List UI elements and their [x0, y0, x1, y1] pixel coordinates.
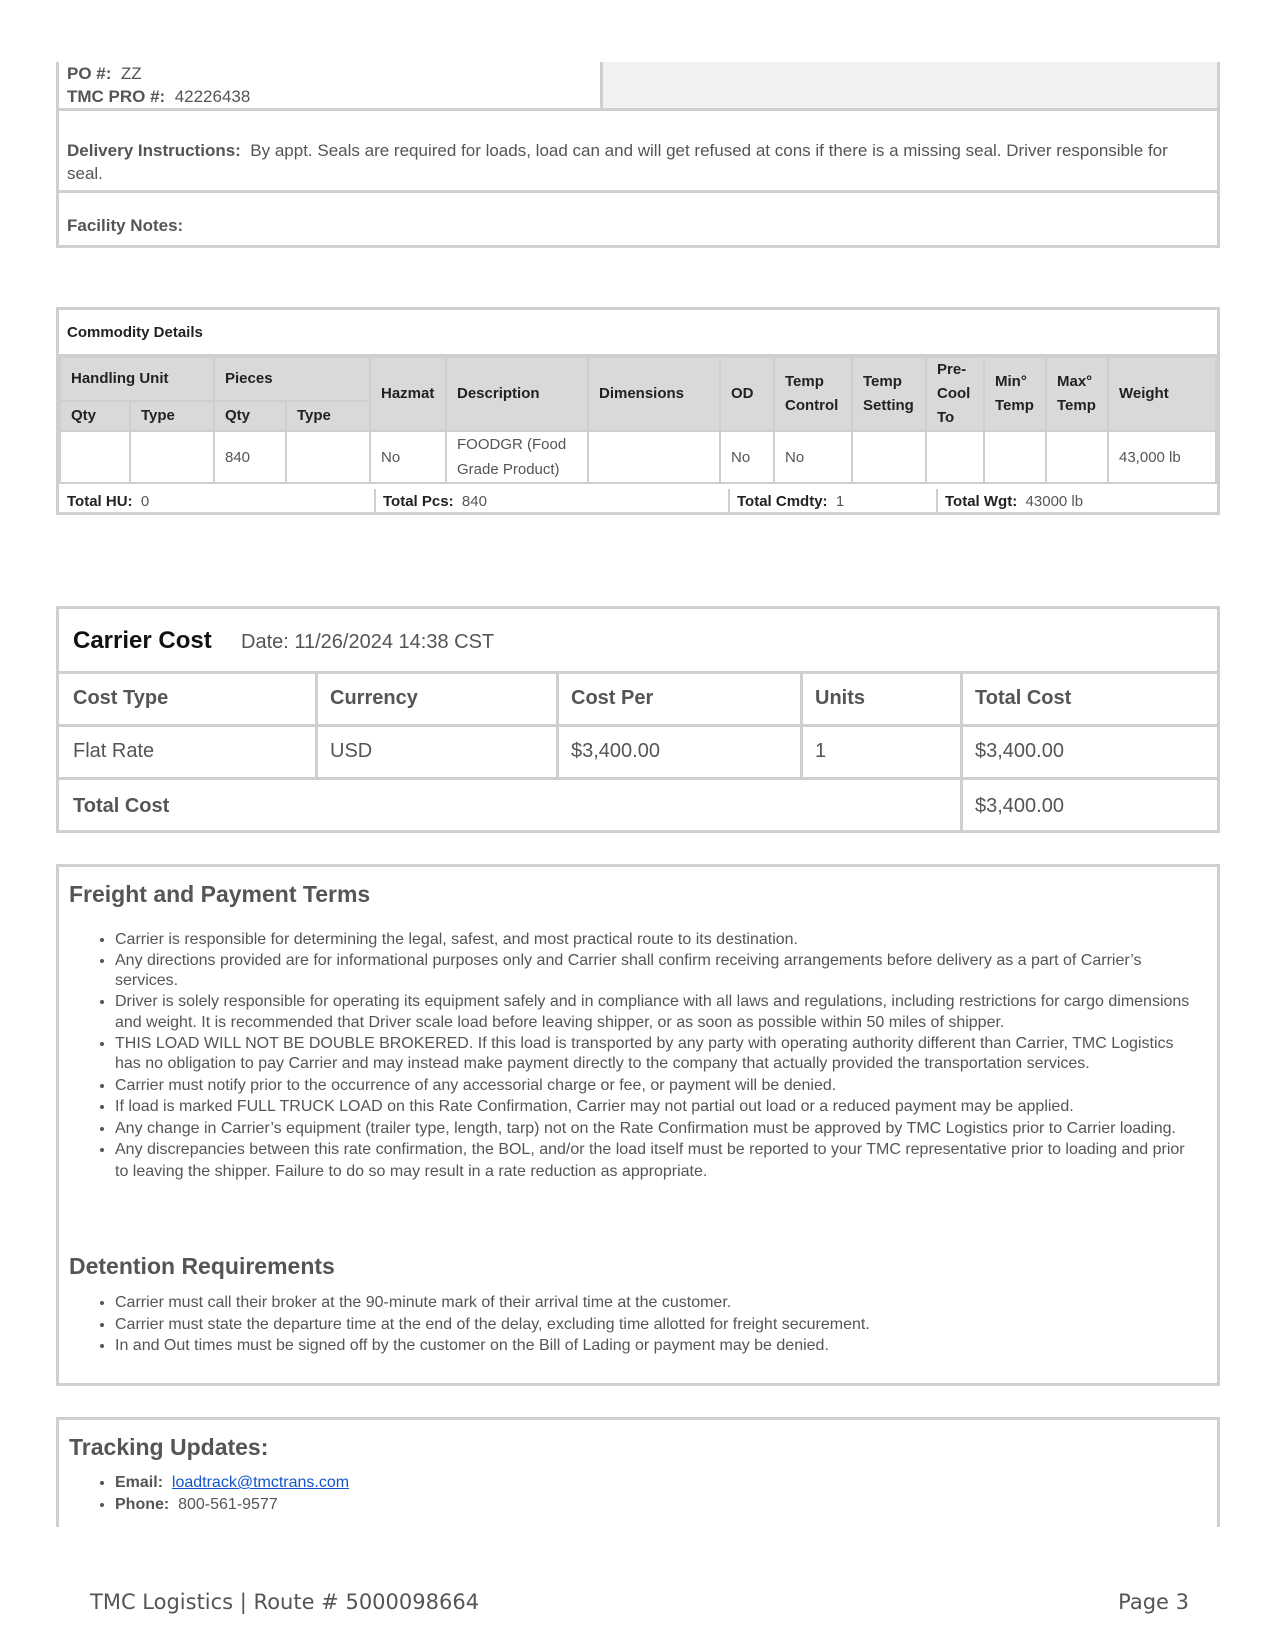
cell-currency: USD: [330, 740, 373, 762]
header-min-temp: Min° Temp: [984, 357, 1046, 431]
header-cost-per: Cost Per: [571, 687, 654, 709]
list-item: • Any discrepancies between this rate confirmation, the BOL, and/or the load itself must be reported to your TMC representative prior to loading and prior to leaving the shipper. Failure to do so may result in a rate reduction as appropriate.: [115, 1139, 1197, 1182]
header-hu-qty: Qty: [60, 401, 130, 431]
cell-hazmat: No: [370, 431, 446, 483]
divider: [374, 489, 376, 515]
tracking-updates: [56, 1417, 1220, 1527]
detention-title: Detention Requirements: [69, 1253, 335, 1279]
divider: [800, 671, 803, 777]
cell-max-temp: [1046, 431, 1108, 483]
header-dimensions: Dimensions: [588, 357, 720, 431]
cell-dimensions: [588, 431, 720, 483]
divider: [59, 108, 1217, 111]
divider: [315, 671, 318, 777]
header-pre-cool: Pre-Cool To: [926, 357, 984, 431]
po-number: PO #: ZZ: [67, 64, 142, 83]
total-cost-label: Total Cost: [73, 795, 170, 817]
terms-list: [69, 929, 1197, 1182]
total-pcs: Total Pcs: 840: [383, 493, 487, 510]
carrier-cost-date: Date: 11/26/2024 14:38 CST: [241, 631, 495, 653]
facility-notes-label: Facility Notes:: [67, 216, 184, 235]
cell-temp-control: No: [774, 431, 852, 483]
list-item: • Any directions provided are for informational purposes only and Carrier shall confirm receiving arrangements before delivery as a part of Carrier’s services.: [115, 951, 1197, 991]
terms-title: Freight and Payment Terms: [69, 881, 371, 907]
cell-pcs-type: [286, 431, 370, 483]
header-handling-unit: Handling Unit: [60, 357, 214, 401]
total-cost-value: $3,400.00: [975, 795, 1064, 817]
delivery-instructions: Delivery Instructions: By appt. Seals are required for loads, load can and will get refused at cons if there is a missing seal. Driver responsible for seal.: [67, 141, 1168, 183]
cell-units: 1: [815, 740, 827, 762]
list-item: • THIS LOAD WILL NOT BE DOUBLE BROKERED. If this load is transported by any party with operating authority different than Carrier, TMC Logistics has no obligation to pay Carrier and may instead make payment directly to the company that actually provided the transportation services.: [115, 1034, 1197, 1075]
carrier-cost-title: Carrier Cost: [73, 627, 212, 654]
commodity-title: Commodity Details: [67, 324, 203, 341]
cell-od: No: [720, 431, 774, 483]
cell-hu-type: [130, 431, 214, 483]
header-pcs-qty: Qty: [214, 401, 286, 431]
tmc-pro-number: TMC PRO #: 42226438: [67, 87, 251, 106]
phone-item: • Phone: 800-561-9577: [115, 1494, 1197, 1516]
phone-number: 800-561-9577: [178, 1495, 278, 1513]
freight-payment-terms: [56, 864, 1220, 1386]
divider: [728, 489, 730, 515]
header-od: OD: [720, 357, 774, 431]
total-wgt: Total Wgt: 43000 lb: [945, 493, 1084, 510]
cell-cost-per: $3,400.00: [571, 740, 660, 762]
header-description: Description: [446, 357, 588, 431]
header-temp-control: Temp Control: [774, 357, 852, 431]
header-max-temp: Max° Temp: [1046, 357, 1108, 431]
cell-temp-setting: [852, 431, 926, 483]
divider: [960, 671, 963, 833]
cell-weight: 43,000 lb: [1108, 431, 1216, 483]
commodity-details: [56, 307, 1220, 515]
cell-description: FOODGR (Food Grade Product): [446, 431, 588, 483]
table-row: [60, 431, 1216, 483]
total-hu: Total HU: 0: [67, 493, 150, 510]
list-item: • In and Out times must be signed off by the customer on the Bill of Lading or payment may be denied.: [115, 1335, 1197, 1357]
detention-list: [69, 1292, 1197, 1357]
header-weight: Weight: [1108, 357, 1216, 431]
list-item: • Driver is solely responsible for operating its equipment safely and in compliance with all laws and regulations, including restrictions for cargo dimensions and weight. It is recommended that Driver scale load before leaving shipper, or as soon as possible within 50 miles of shipper.: [115, 991, 1197, 1034]
empty-cell: [603, 62, 1217, 108]
carrier-cost: [56, 606, 1220, 833]
cell-min-temp: [984, 431, 1046, 483]
email-link[interactable]: loadtrack@tmctrans.com: [171, 1474, 350, 1491]
header-pieces: Pieces: [214, 357, 370, 401]
header-cost-type: Cost Type: [73, 687, 169, 709]
header-temp-setting: Temp Setting: [852, 357, 926, 431]
cell-cost-type: Flat Rate: [73, 740, 155, 762]
list-item: • Carrier must state the departure time at the end of the delay, excluding time allotted for freight securement.: [115, 1314, 1197, 1336]
divider: [59, 777, 1217, 780]
header-hu-type: Type: [130, 401, 214, 431]
header-pcs-type: Type: [286, 401, 370, 431]
list-item: • Any change in Carrier’s equipment (trailer type, length, tarp) not on the Rate Confirmation must be approved by TMC Logistics prior to Carrier loading.: [115, 1118, 1197, 1140]
header-units: Units: [815, 687, 865, 709]
tracking-list: [69, 1472, 1197, 1515]
list-item: • If load is marked FULL TRUCK LOAD on this Rate Confirmation, Carrier may not partial out load or a reduced payment may be applied.: [115, 1096, 1197, 1118]
tracking-title: Tracking Updates:: [69, 1434, 269, 1460]
divider: [59, 724, 1217, 727]
divider: [59, 671, 1217, 674]
list-item: • Carrier is responsible for determining the legal, safest, and most practical route to its destination.: [115, 929, 1197, 951]
header-total-cost: Total Cost: [975, 687, 1072, 709]
email-item: • Email: loadtrack@tmctrans.com: [115, 1472, 1197, 1494]
commodity-table: [59, 356, 1217, 484]
list-item: • Carrier must call their broker at the 90-minute mark of their arrival time at the customer.: [115, 1292, 1197, 1314]
cell-total-cost: $3,400.00: [975, 740, 1064, 762]
commodity-totals: [59, 489, 1217, 515]
header-currency: Currency: [330, 687, 418, 709]
footer-page-number: Page 3: [1118, 1590, 1189, 1614]
cell-pre-cool: [926, 431, 984, 483]
cell-hu-qty: [60, 431, 130, 483]
header-hazmat: Hazmat: [370, 357, 446, 431]
footer-route: TMC Logistics | Route # 5000098664: [90, 1590, 480, 1614]
divider: [936, 489, 938, 515]
divider: [556, 671, 559, 777]
shipment-info-box: [56, 62, 1220, 248]
total-cmdty: Total Cmdty: 1: [737, 493, 845, 510]
divider: [59, 190, 1217, 193]
list-item: • Carrier must notify prior to the occurrence of any accessorial charge or fee, or payment will be denied.: [115, 1075, 1197, 1097]
cell-pcs-qty: 840: [214, 431, 286, 483]
